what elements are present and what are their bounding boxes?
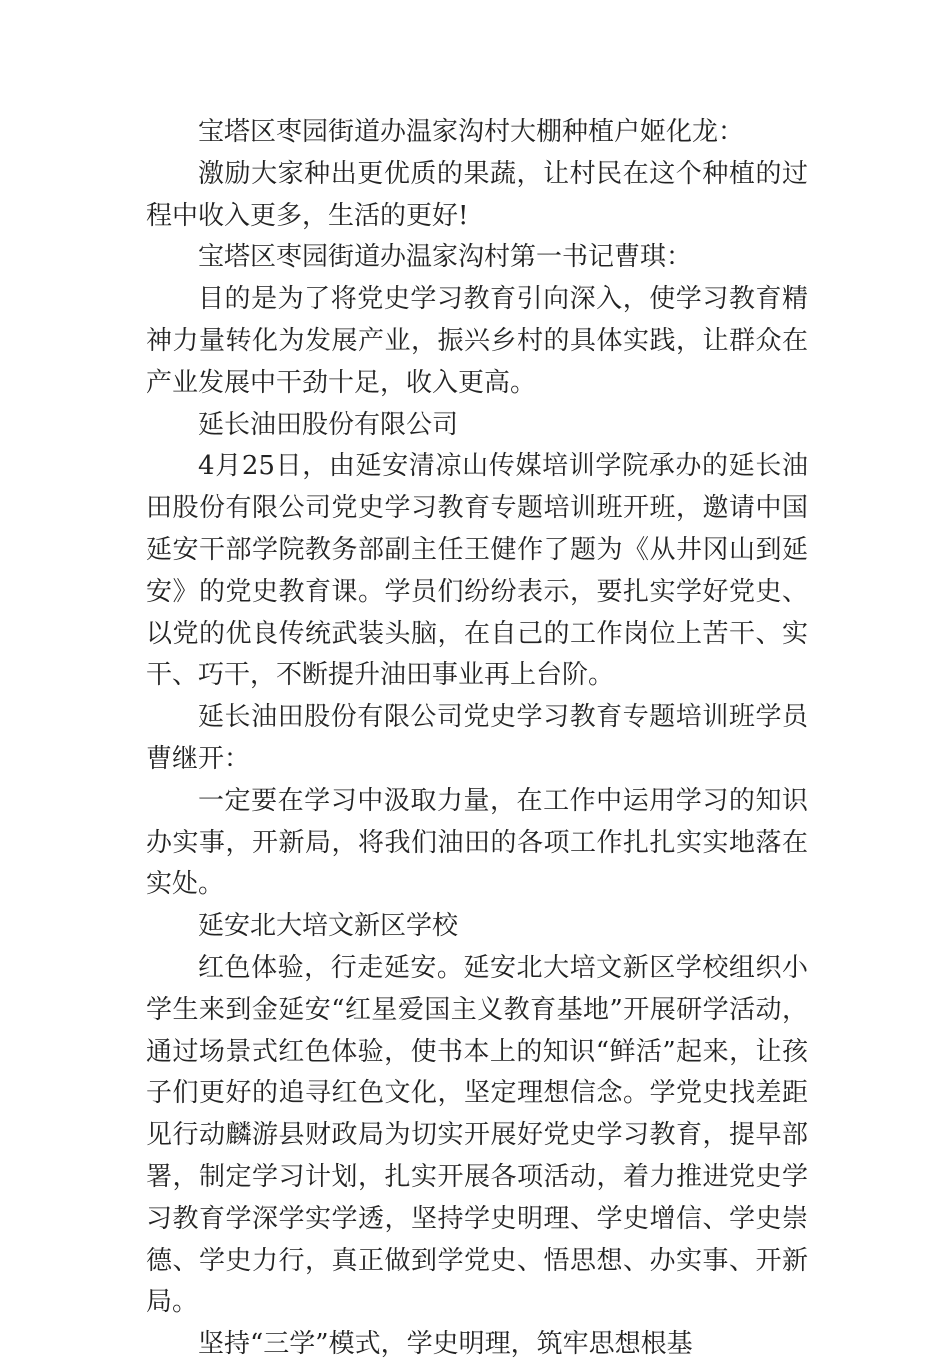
paragraph-quote-ji: 激励大家种出更优质的果蔬，让村民在这个种植的过程中收入更多，生活的更好! bbox=[146, 158, 808, 231]
paragraph-red-experience: 红色体验，行走延安。延安北大培文新区学校组织小学生来到金延安“红星爱国主义教育基地”开展研学活动，通过场景式红色体验，使书本上的知识“鲜活”起来，让孩子们更好的追寻红色文化，坚定理想信念。学党史找差距见行动麟游县财政局为切实开展好党史学习教育，提早部署，制定学习计划，扎实开展各项活动，着力推进党史学习教育学深学实学透，坚持学史明理、学史增信、学史崇德、学史力行，真正做到学党史、悟思想、办实事、开新局。 bbox=[146, 952, 808, 1318]
paragraph-speaker-cao-jikai: 延长油田股份有限公司党史学习教育专题培训班学员曹继开： bbox=[146, 702, 808, 774]
paragraph-three-study-model: 坚持“三学”模式，学史明理，筑牢思想根基 bbox=[198, 1329, 693, 1360]
paragraph-speaker-ji: 宝塔区枣园街道办温家沟村大棚种植户姬化龙： bbox=[198, 117, 745, 147]
paragraph-speaker-cao-qi: 宝塔区枣园街道办温家沟村第一书记曹琪： bbox=[198, 242, 693, 273]
paragraph-oilfield-training: 4月25日，由延安清凉山传媒培训学院承办的延长油田股份有限公司党史学习教育专题培训班开班，邀请中国延安干部学院教务部副主任王健作了题为《从井冈山到延安》的党史教育课。学员们纷纷表示，要扎实学好党史、以党的优良传统武装头脑，在自己的工作岗位上苦干、实干、巧干，不断提升油田事业再上台阶。 bbox=[146, 451, 808, 691]
paragraph-heading-yanchang-oilfield: 延长油田股份有限公司 bbox=[198, 409, 459, 440]
paragraph-heading-peiwen-school: 延安北大培文新区学校 bbox=[198, 911, 459, 942]
document-body bbox=[146, 112, 808, 1366]
paragraph-quote-cao-jikai: 一定要在学习中汲取力量，在工作中运用学习的知识办实事，开新局，将我们油田的各项工作扎扎实实地落在实处。 bbox=[146, 785, 808, 900]
paragraph-quote-cao-qi: 目的是为了将党史学习教育引向深入，使学习教育精神力量转化为发展产业，振兴乡村的具体实践，让群众在产业发展中干劲十足，收入更高。 bbox=[146, 284, 808, 398]
